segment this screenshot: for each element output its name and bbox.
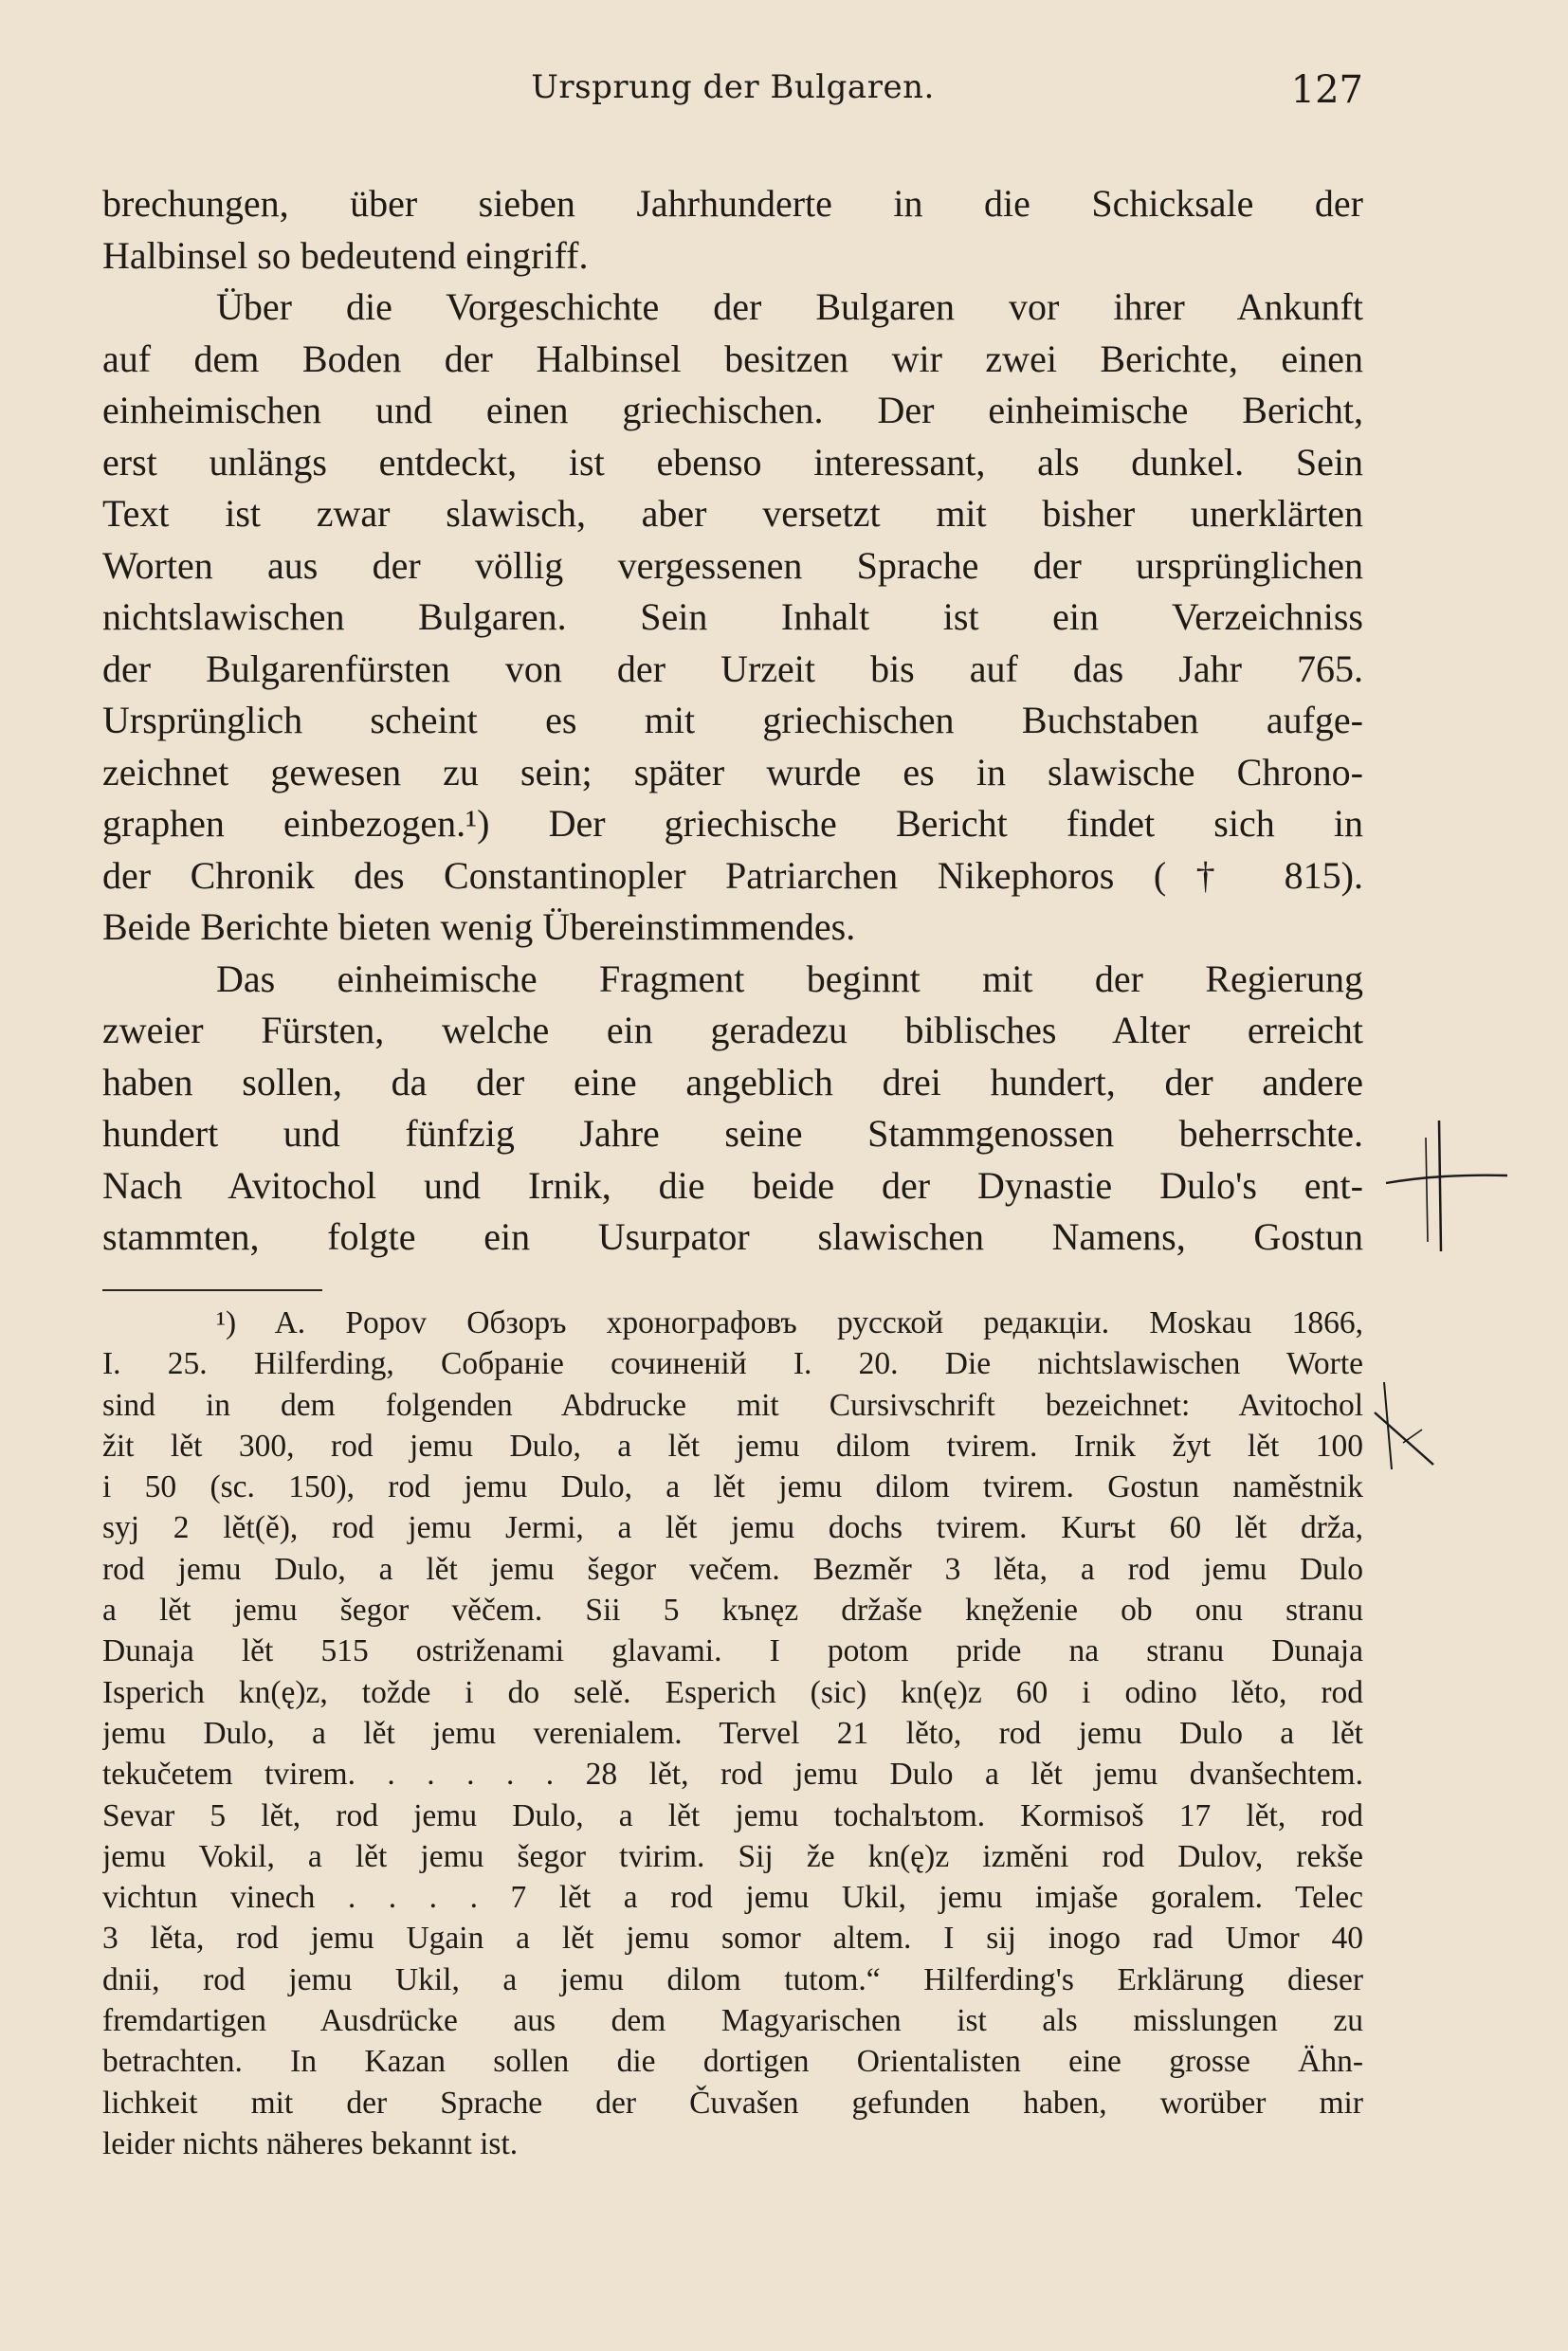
- text-line: nichtslawischen Bulgaren. Sein Inhalt ist ein Verzeichniss: [102, 595, 1363, 638]
- footnote: [102, 1303, 1363, 2164]
- text-line: brechungen, über sieben Jahrhunderte in die Schicksale der: [102, 182, 1363, 225]
- footnote-line: Isperich kn(ę)z, tožde i do selě. Esperich (sic) kn(ę)z 60 i odino lěto, rod: [102, 1674, 1363, 1710]
- margin-cross-mark: [1365, 1119, 1517, 1261]
- footnote-line: 3 lěta, rod jemu Ugain a lět jemu somor altem. I sij inogo rad Umor 40: [102, 1921, 1363, 1957]
- text-line: Das einheimische Fragment beginnt mit der Regierung: [216, 957, 1363, 1000]
- text-line: der Chronik des Constantinopler Patriarchen Nikephoros († 815).: [102, 853, 1363, 897]
- footnote-line: a lět jemu šegor věčem. Sii 5 kъnęz držaše knęženie ob onu stranu: [102, 1593, 1363, 1629]
- footnote-line: syj 2 lět(ě), rod jemu Jermi, a lět jemu dochs tvirem. Kurъt 60 lět drža,: [102, 1510, 1363, 1546]
- text-line: einheimischen und einen griechischen. Der einheimische Bericht,: [102, 389, 1363, 431]
- text-line: hundert und fünfzig Jahre seine Stammgenossen beherrschte.: [102, 1112, 1363, 1155]
- footnote-rule: [102, 1289, 322, 1291]
- footnote-line: leider nichts näheres bekannt ist.: [102, 2125, 519, 2161]
- footnote-line: rod jemu Dulo, a lět jemu šegor večem. Bezměr 3 lěta, a rod jemu Dulo: [102, 1551, 1363, 1587]
- text-line: erst unlängs entdeckt, ist ebenso interessant, als dunkel. Sein: [102, 440, 1363, 483]
- text-line: Text ist zwar slawisch, aber versetzt mit bisher unerklärten: [102, 492, 1363, 535]
- text-line: der Bulgarenfürsten von der Urzeit bis auf das Jahr 765.: [102, 647, 1363, 690]
- text-line: Beide Berichte bieten wenig Übereinstimmendes.: [102, 905, 856, 948]
- footnote-line: Sevar 5 lět, rod jemu Dulo, a lět jemu tochalъtom. Kormisoš 17 lět, rod: [102, 1797, 1363, 1833]
- page-number: 127: [1290, 68, 1363, 112]
- main-text: [102, 178, 1363, 1264]
- running-head: [102, 68, 1363, 125]
- text-line: zweier Fürsten, welche ein geradezu biblisches Alter erreicht: [102, 1009, 1363, 1051]
- text-line: Über die Vorgeschichte der Bulgaren vor ihrer Ankunft: [216, 285, 1363, 328]
- text-line: zeichnet gewesen zu sein; später wurde es in slawische Chrono-: [102, 750, 1363, 793]
- text-line: auf dem Boden der Halbinsel besitzen wir zwei Berichte, einen: [102, 337, 1363, 380]
- footnote-line: I. 25. Hilferding, Собраніе сочиненій I. 20. Die nichtslawischen Worte: [102, 1346, 1363, 1382]
- text-line: Halbinsel so bedeutend eingriff.: [102, 233, 589, 277]
- margin-check-mark: [1365, 1375, 1441, 1488]
- text-line: Nach Avitochol und Irnik, die beide der Dynastie Dulo's ent-: [102, 1163, 1363, 1207]
- footnote-line: vichtun vinech . . . . 7 lět a rod jemu Ukil, jemu imjaše goralem. Telec: [102, 1880, 1363, 1916]
- text-line: haben sollen, da der eine angeblich drei hundert, der andere: [102, 1060, 1363, 1103]
- footnote-line: i 50 (sc. 150), rod jemu Dulo, a lět jemu dilom tvirem. Gostun naměstnik: [102, 1469, 1363, 1505]
- footnote-line: dnii, rod jemu Ukil, a jemu dilom tutom.“ Hilferding's Erklärung dieser: [102, 1961, 1363, 1997]
- footnote-line: Dunaja lět 515 ostriženami glavami. I potom pride na stranu Dunaja: [102, 1633, 1363, 1669]
- text-line: stammten, folgte ein Usurpator slawischen Namens, Gostun: [102, 1215, 1363, 1258]
- running-title: Ursprung der Bulgaren.: [531, 68, 935, 106]
- text-line: Worten aus der völlig vergessenen Sprache der ursprünglichen: [102, 543, 1363, 587]
- footnote-line: betrachten. In Kazan sollen die dortigen Orientalisten eine grosse Ähn-: [102, 2044, 1363, 2080]
- footnote-line: tekučetem tvirem. . . . . . 28 lět, rod jemu Dulo a lět jemu dvanšechtem.: [102, 1757, 1363, 1793]
- footnote-line: žit lět 300, rod jemu Dulo, a lět jemu dilom tvirem. Irnik žyt lět 100: [102, 1428, 1363, 1464]
- footnote-line: jemu Vokil, a lět jemu šegor tvirim. Sij že kn(ę)z izměni rod Dulov, rekše: [102, 1838, 1363, 1874]
- footnote-line: sind in dem folgenden Abdrucke mit Cursivschrift bezeichnet: Avitochol: [102, 1387, 1363, 1423]
- footnote-line: fremdartigen Ausdrücke aus dem Magyarischen ist als misslungen zu: [102, 2003, 1363, 2039]
- text-line: graphen einbezogen.¹) Der griechische Bericht findet sich in: [102, 802, 1363, 845]
- text-line: Ursprünglich scheint es mit griechischen Buchstaben aufge-: [102, 699, 1363, 741]
- footnote-line: lichkeit mit der Sprache der Čuvašen gefunden haben, worüber mir: [102, 2085, 1363, 2121]
- footnote-line: jemu Dulo, a lět jemu verenialem. Tervel 21 lěto, rod jemu Dulo a lět: [102, 1715, 1363, 1751]
- footnote-line: ¹) A. Popov Обзоръ хронографовъ русской редакціи. Moskau 1866,: [216, 1305, 1363, 1340]
